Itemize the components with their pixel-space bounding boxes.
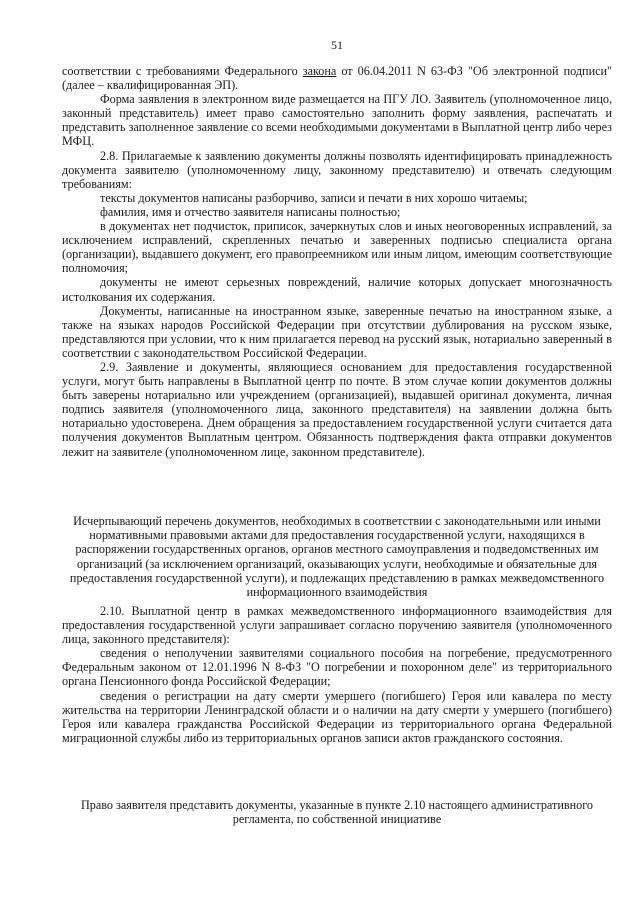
list-item: фамилия, имя и отчество заявителя написаны полностью;: [100, 204, 401, 219]
list-item: документы не имеют серьезных повреждений, наличие которых допускает многозначность истолкования их содержания.: [62, 275, 612, 304]
body-text-top: [62, 64, 612, 459]
paragraph: Документы, написанные на иностранном языке, заверенные печатью на иностранном языке, а также на языках народов Российской Федерации при отсутствии дублирования на русском языке, представляются при условии, что к ним прилагается перевод на русский язык, нотариально заверенный в соответствии с законодательством Российской Федерации.: [62, 303, 612, 360]
paragraph-2-10: 2.10. Выплатной центр в рамках межведомственного информационного взаимодействия для предоставления государственной услуги запрашивает согласно поручению заявителя (уполномоченного лица, законного представителя):: [62, 604, 612, 647]
section-heading: Исчерпывающий перечень документов, необходимых в соответствии с законодательными или иными нормативными правовыми актами для предоставления государственной услуги, находящихся в распоряжении государственных органов, органов местного самоуправления и подведомственных им организаций (за исключением организаций, оказывающих услуги, необходимые и обязательные для предоставления государственной услуги), и подлежащих представлению в рамках межведомственного информационного взаимодействия: [69, 514, 605, 600]
list-item: сведения о неполучении заявителями социального пособия на погребение, предусмотренного Федеральным законом от 12.01.1996 N 8-ФЗ "О погребении и похоронном деле" из территориального органа Пенсионного фонда Российской Федерации;: [62, 646, 612, 689]
law-link[interactable]: закона: [302, 64, 337, 78]
list-item: в документах нет подчисток, приписок, зачеркнутых слов и иных неоговоренных исправлений, за исключением исправлений, скрепленных печатью и заверенных подписью специалиста органа (организации), выдавшего документ, его правопреемником или иным лицом, имеющим соответствующие полномочия;: [62, 219, 612, 276]
page-number: 51: [331, 38, 343, 52]
paragraph-2-8: 2.8. Прилагаемые к заявлению документы должны позволять идентифицировать принадлежность документа заявителю (уполномоченному лицу, законному представителю) и отвечать следующим требованиям:: [62, 148, 612, 191]
text-run: от 06.04.2011 N 63-ФЗ "Об электронной подписи" (далее – квалифицированная ЭП).: [62, 64, 613, 93]
body-text-bottom: [62, 604, 612, 745]
paragraph-2-9: 2.9. Заявление и документы, являющиеся основанием для предоставления государственной услуги, могут быть направлены в Выплатной центр по почте. В этом случае копии документов должны быть заверены нотариально или учреждением (организацией), выдавшей оригинал документа, личная подпись заявителя (уполномоченного лица, законного представителя) на заявлении должна быть нотариально удостоверена. Днем обращения за предоставлением государственной услуги считается дата получения документов Выплатным центром. Обязанность подтверждения факта отправки документов лежит на заявителе (уполномоченном лице, законном представителе).: [62, 359, 612, 459]
paragraph: Форма заявления в электронном виде размещается на ПГУ ЛО. Заявитель (уполномоченное лицо, законный представитель) имеет право самостоятельно заполнить форму заявления, распечатать и представить заполненное заявление со всеми необходимыми документами в Выплатной центр либо через МФЦ.: [62, 92, 612, 149]
list-item: сведения о регистрации на дату смерти умершего (погибшего) Героя или кавалера по месту жительства на территории Ленинградской области и о наличии на дату смерти у умершего (погибшего) Героя или кавалера гражданства Российской Федерации из территориального органа Федеральной миграционной службы либо из территориальных органов записи актов гражданского состояния.: [62, 688, 612, 745]
paragraph-continuation: [62, 64, 612, 92]
section-heading-right: Право заявителя представить документы, указанные в пункте 2.10 настоящего административного регламента, по собственной инициативе: [80, 798, 594, 827]
text-run: соответствии с требованиями Федерального: [62, 64, 303, 78]
list-item: тексты документов написаны разборчиво, записи и печати в них хорошо читаемы;: [100, 190, 528, 205]
